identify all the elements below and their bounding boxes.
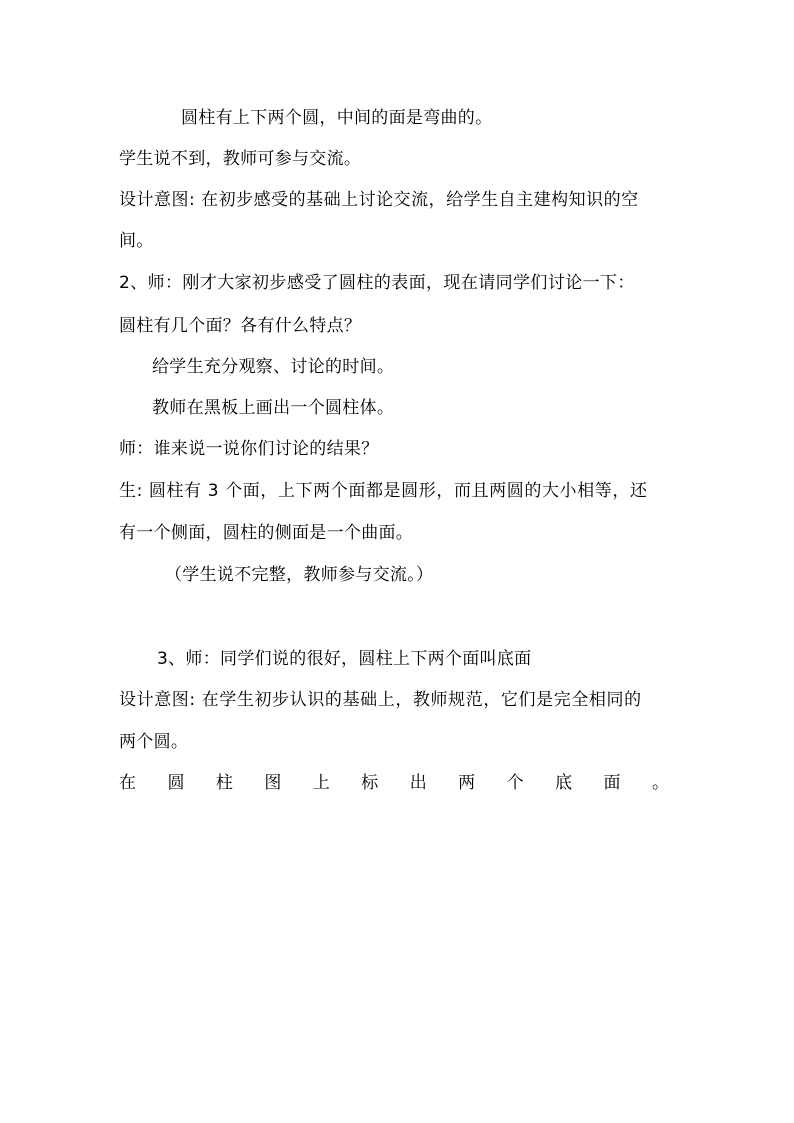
text-line-15: 两个圆。: [119, 732, 189, 752]
justified-char: 底: [555, 773, 573, 793]
text-line-14: 设计意图: 在学生初步认识的基础上，教师规范，它们是完全相同的: [119, 690, 642, 710]
justified-char: 面: [603, 773, 621, 793]
text-line-12: （学生说不完整，教师参与交流。）: [165, 565, 434, 585]
text-line-11: 有一个侧面，圆柱的侧面是一个曲面。: [119, 523, 414, 543]
text-line-13: 3、师：同学们说的很好，圆柱上下两个面叫底面: [157, 649, 532, 669]
justified-char: 柱: [215, 773, 233, 793]
text-line-8: 教师在黑板上画出一个圆柱体。: [152, 398, 395, 418]
text-line-2: 学生说不到，教师可参与交流。: [119, 149, 362, 169]
text-line-1: 圆柱有上下两个圆，中间的面是弯曲的。: [181, 108, 493, 128]
text-line-9: 师：谁来说一说你们讨论的结果？: [119, 439, 379, 459]
text-line-5: 2、师：刚才大家初步感受了圆柱的表面，现在请同学们讨论一下：: [119, 273, 635, 293]
justified-char: 图: [264, 773, 282, 793]
justified-char: 。: [651, 773, 669, 793]
justified-char: 个: [506, 773, 524, 793]
text-line-4: 间。: [119, 231, 154, 251]
text-line-6: 圆柱有几个面？各有什么特点？: [119, 316, 362, 336]
justified-char: 标: [361, 773, 379, 793]
text-line-10: 生: 圆柱有 3 个面，上下两个面都是圆形，而且两圆的大小相等，还: [119, 481, 648, 501]
justified-char: 上: [312, 773, 330, 793]
justified-char: 圆: [167, 773, 185, 793]
text-line-3: 设计意图: 在初步感受的基础上讨论交流，给学生自主建构知识的空: [119, 190, 639, 210]
justified-char: 出: [409, 773, 427, 793]
text-line-16-justified: [119, 773, 669, 793]
text-line-7: 给学生充分观察、讨论的时间。: [152, 357, 395, 377]
justified-char: 在: [119, 773, 136, 793]
justified-char: 两: [458, 773, 476, 793]
